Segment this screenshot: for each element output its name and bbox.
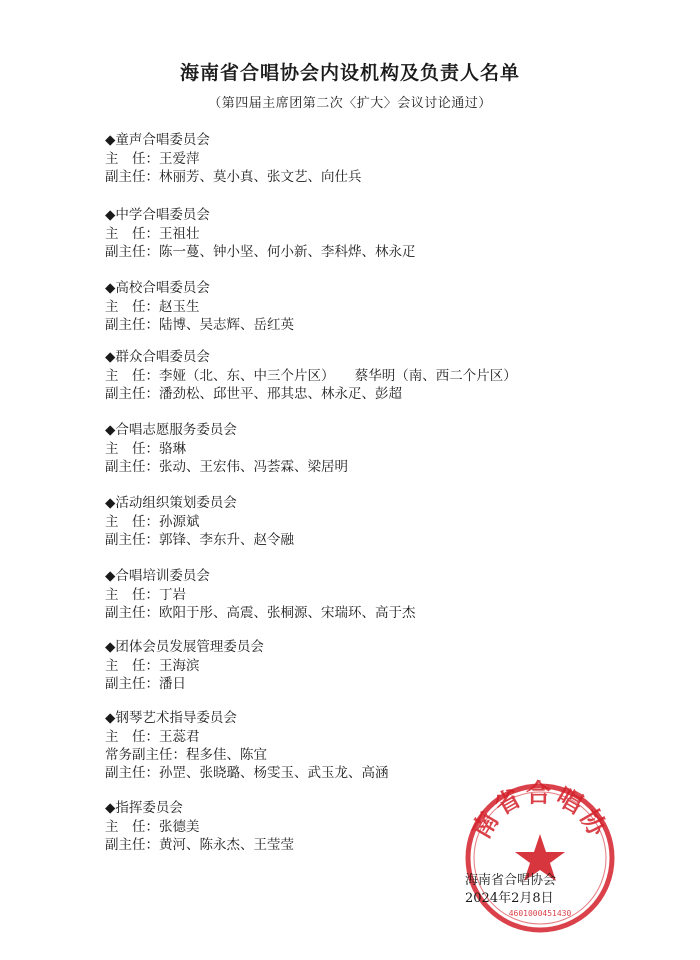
role-label: 主 任： [105,368,159,384]
svg-text:南省合唱协 [466,778,613,843]
seal-code: 4601000451430 [508,909,572,918]
role-label: 主 任： [105,226,159,242]
director-row [105,440,665,458]
deputy-director-row [105,675,665,693]
role-label: 副主任： [105,532,159,548]
person-names: 郭锋、李东升、赵令融 [159,532,294,548]
committee-heading: ◆高校合唱委员会 [105,280,210,296]
committee-heading: ◆群众合唱委员会 [105,349,210,365]
committee-heading: ◆童声合唱委员会 [105,132,210,148]
committee-heading: ◆钢琴艺术指导委员会 [105,710,237,726]
director-row [105,586,665,604]
director-row [105,657,665,675]
person-names: 欧阳于彤、高震、张桐源、宋瑞环、高于杰 [159,605,416,621]
role-label: 主 任： [105,819,159,835]
executive-deputy-director-row [105,746,665,764]
person-names: 张动、王宏伟、冯荟霖、梁居明 [159,459,348,475]
committee-section [105,637,665,693]
official-seal [460,778,620,938]
committee-heading: ◆合唱志愿服务委员会 [105,422,237,438]
person-names: 王蕊君 [159,729,200,745]
issuer-name: 海南省合唱协会 [465,873,557,888]
deputy-director-row [105,243,665,261]
role-label: 主 任： [105,299,159,315]
director-row [105,298,665,316]
person-names: 李娅（北、东、中三个片区） 蔡华明（南、西二个片区） [159,368,517,384]
deputy-director-row [105,316,665,334]
role-label: 常务副主任： [105,747,186,763]
director-row [105,150,665,168]
role-label: 副主任： [105,676,159,692]
committee-section [105,205,665,261]
person-names: 王海滨 [159,658,200,674]
person-names: 孙源斌 [159,514,200,530]
person-names: 潘劲松、邱世平、邢其忠、林永疋、彭超 [159,386,402,402]
person-names: 丁岩 [159,587,186,603]
deputy-director-row [105,168,665,186]
person-names: 孙罡、张晓璐、杨雯玉、武玉龙、高涵 [159,765,389,781]
seal-text: 南省合唱协 [466,778,614,844]
director-row [105,225,665,243]
role-label: 主 任： [105,729,159,745]
person-names: 王祖壮 [159,226,200,242]
role-label: 主 任： [105,441,159,457]
document-title: 海南省合唱协会内设机构及负责人名单 [179,62,520,84]
committee-section [105,130,665,186]
committee-heading: ◆指挥委员会 [105,800,183,816]
director-row [105,367,665,385]
role-label: 主 任： [105,514,159,530]
person-names: 骆琳 [159,441,186,457]
deputy-director-row [105,604,665,622]
committee-heading: ◆活动组织策划委员会 [105,495,237,511]
role-label: 副主任： [105,386,159,402]
role-label: 主 任： [105,658,159,674]
role-label: 副主任： [105,244,159,260]
person-names: 潘日 [159,676,186,692]
committee-section [105,493,665,549]
committee-section [105,420,665,476]
role-label: 副主任： [105,169,159,185]
role-label: 主 任： [105,151,159,167]
committee-heading: ◆中学合唱委员会 [105,207,210,223]
role-label: 副主任： [105,765,159,781]
person-names: 黄河、陈永杰、王莹莹 [159,837,294,853]
person-names: 赵玉生 [159,299,200,315]
person-names: 张德美 [159,819,200,835]
committee-heading: ◆合唱培训委员会 [105,568,210,584]
role-label: 副主任： [105,459,159,475]
deputy-director-row [105,531,665,549]
committee-section [105,278,665,334]
committee-section [105,566,665,622]
director-row [105,728,665,746]
committee-section [105,347,665,403]
person-names: 陈一蔓、钟小坚、何小新、李科烨、林永疋 [159,244,416,260]
committee-heading: ◆团体会员发展管理委员会 [105,639,264,655]
director-row [105,513,665,531]
issue-date: 2024年2月8日 [465,891,554,906]
person-names: 林丽芳、莫小真、张文艺、向仕兵 [159,169,362,185]
role-label: 副主任： [105,605,159,621]
committee-section [105,708,665,782]
role-label: 副主任： [105,837,159,853]
role-label: 主 任： [105,587,159,603]
person-names: 程多佳、陈宜 [186,747,267,763]
deputy-director-row [105,458,665,476]
person-names: 陆博、吴志辉、岳红英 [159,317,294,333]
deputy-director-row [105,385,665,403]
person-names: 王爱萍 [159,151,200,167]
document-subtitle: （第四届主席团第二次〈扩大〉会议讨论通过） [208,96,492,111]
seal-icon [460,778,620,938]
role-label: 副主任： [105,317,159,333]
